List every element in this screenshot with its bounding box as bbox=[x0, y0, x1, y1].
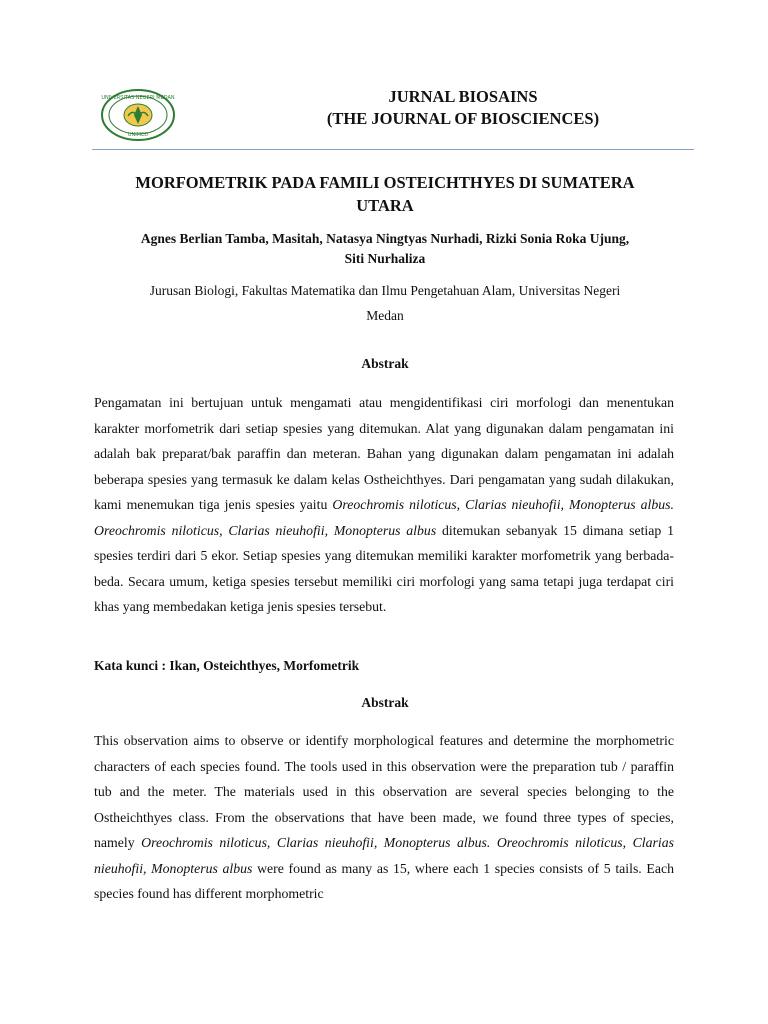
abstract-en-species: Oreochromis niloticus, Clarias nieuhofii, Monopterus albus. Oreochromis niloticus, Clarias nieuhofii, Monopterus albus bbox=[94, 835, 674, 876]
authors-line-1: Agnes Berlian Tamba, Masitah, Natasya Ningtyas Nurhadi, Rizki Sonia Roka Ujung, bbox=[140, 231, 630, 246]
abstract-body-id bbox=[94, 390, 674, 620]
paper-title-line-1: MORFOMETRIK PADA FAMILI OSTEICHTHYES DI SUMATERA bbox=[135, 173, 635, 192]
abstract-heading-en: Abstrak bbox=[361, 695, 409, 710]
abstract-id-species: Oreochromis niloticus, Clarias nieuhofii, Monopterus albus. Oreochromis niloticus, Clarias nieuhofii, Monopterus albus bbox=[94, 497, 675, 538]
journal-title bbox=[232, 86, 694, 130]
journal-header bbox=[92, 86, 694, 148]
affiliation-line-2: Medan bbox=[366, 308, 404, 323]
keywords: Kata kunci : Ikan, Osteichthyes, Morfometrik bbox=[94, 658, 360, 673]
university-seal-icon bbox=[92, 86, 184, 144]
logo-seal-text: UNIVERSITAS NEGERI MEDAN bbox=[101, 95, 175, 101]
abstract-id-text-2: ditemukan sebanyak 15 dimana setiap 1 spesies terdiri dari 5 ekor. Setiap spesies yang ditemukan memiliki karakter morfometrik yang berbada-beda. Secara umum, ketiga spesies tersebut memiliki ciri morfologi yang sama tetapi juga terdapat ciri khas yang membedakan ketiga jenis spesies tersebut. bbox=[94, 522, 674, 614]
affiliation bbox=[100, 278, 670, 328]
abstract-id-text-1: Pengamatan ini bertujuan untuk mengamati atau mengidentifikasi ciri morfologi dan menentukan karakter morfometrik dari setiap spesies yang ditemukan. Alat yang digunakan dalam pengamatan ini adalah bak preparat/bak paraffin dan meteran. Bahan yang digunakan dalam pengamatan ini adalah beberapa spesies yang termasuk ke dalam kelas Ostheichthyes. Dari pengamatan yang sudah dilakukan, kami menemukan tiga jenis spesies yaitu bbox=[94, 395, 674, 512]
logo-motto-text: UNIMED bbox=[127, 132, 149, 138]
abstract-en-text-2: were found as many as 15, where each 1 species consists of 5 tails. Each species found has different morphometric bbox=[94, 860, 674, 901]
paper-title bbox=[100, 171, 670, 217]
abstract-body-en bbox=[94, 728, 674, 907]
header-divider bbox=[92, 149, 694, 150]
affiliation-line-1: Jurusan Biologi, Fakultas Matematika dan Ilmu Pengetahuan Alam, Universitas Negeri bbox=[149, 283, 621, 298]
journal-name: JURNAL BIOSAINS bbox=[388, 87, 538, 106]
abstract-heading-id: Abstrak bbox=[361, 356, 409, 371]
journal-subtitle: (THE JOURNAL OF BIOSCIENCES) bbox=[326, 109, 600, 128]
paper-title-line-2: UTARA bbox=[356, 196, 414, 215]
abstract-en-text-1: This observation aims to observe or identify morphological features and determine the morphometric characters of each species found. The tools used in this observation were the preparation tub / paraffin tub and the meter. The materials used in this observation are several species belonging to the Ostheichthyes class. From the observations that have been made, we found three types of species, namely bbox=[94, 733, 674, 850]
author-list bbox=[100, 229, 670, 269]
authors-line-2: Siti Nurhaliza bbox=[344, 251, 426, 266]
